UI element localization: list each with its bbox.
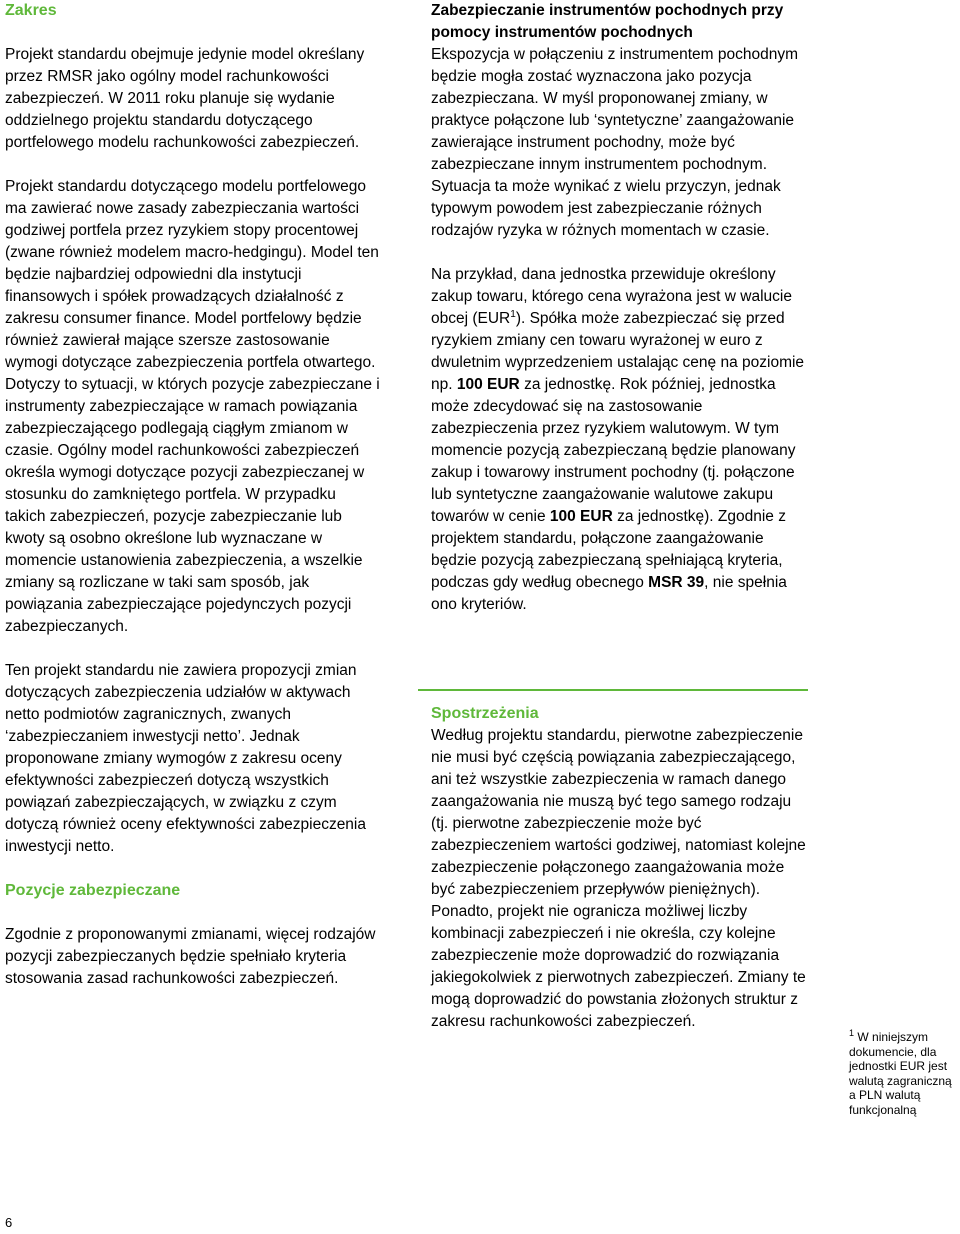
- insights-paragraph: Według projektu standardu, pierwotne zabezpieczenie nie musi być częścią powiązania zabezpieczającego, ani też wszystkie zabezpieczenia w ramach danego zaangażowania nie muszą być tego samego rodzaju (tj. pierwotne zabezpieczenie może być zabezpieczeniem wartości godziwej, natomiast kolejne zabezpieczenie połączonego zaangażowania może być zabezpieczeniem przepływów pieniężnych). Ponadto, projekt nie ogranicza możliwej liczby kombinacji zabezpieczeń i nie określa, czy kolejne zabezpieczenie może doprowadzić do rozwiązania jakiegokolwiek z pierwotnych zabezpieczeń. Zmiany te mogą doprowadzić do powstania złożonych struktur z zakresu rachunkowości zabezpieczeń.: [431, 727, 806, 1030]
- footnote-ref: 1: [510, 308, 516, 320]
- left-column: [5, 0, 380, 990]
- section-title-hedged-items: Pozycje zabezpieczane: [5, 882, 181, 899]
- paragraph-portfolio-model: Projekt standardu dotyczącego modelu portfelowego ma zawierać nowe zasady zabezpieczania wartości godziwej portfela przez ryzykiem stopy procentowej (zwane również modelem macro-hedgingu). Model ten będzie najbardziej odpowiedni dla instytucji finansowych i spółek prowadzących działalność z zakresu consumer finance. Model portfelowy będzie również zawierał mające szersze zastosowanie wymogi dotyczące zabezpieczenia portfela otwartego. Dotyczy to sytuacji, w których pozycje zabezpieczane i instrumenty zabezpieczające w ramach powiązania zabezpieczającego podlegają ciągłym zmianom w czasie. Ogólny model rachunkowości zabezpieczeń określa wymogi dotyczące pozycji zabezpieczanej w stosunku do zamkniętego portfela. W przypadku takich zabezpieczeń, pozycje zabezpieczanie lub kwoty są osobno określone lub wyznaczane w momencie ustanowienia zabezpieczenia, a wszelkie zmiany są rozliczane w taki sam sposób, jak powiązania zabezpieczające pojedynczych pozycji zabezpieczanych.: [5, 178, 380, 635]
- paragraph-scope-intro: Projekt standardu obejmuje jedynie model określany przez RMSR jako ogólny model rachunkowości zabezpieczeń. W 2011 roku planuje się wydanie oddzielnego projektu standardu dotyczącego portfelowego modelu rachunkowości zabezpieczeń.: [5, 46, 365, 151]
- example-bold-price-1: 100 EUR: [456, 376, 520, 393]
- section-title-derivatives: Zabezpieczanie instrumentów pochodnych przy pomocy instrumentów pochodnych: [431, 2, 784, 41]
- footnote: [849, 1030, 959, 1117]
- section-title-zakres: Zakres: [5, 2, 57, 19]
- paragraph-example: [431, 264, 806, 616]
- example-text-a: Na przykład, dana jednostka przewiduje określony zakup towaru, którego cena wyrażona jest w walucie obcej (EUR: [431, 266, 792, 327]
- paragraph-derivatives-exposure: Ekspozycja w połączeniu z instrumentem pochodnym będzie mogła zostać wyznaczona jako pozycja zabezpieczana. W myśl proponowanej zmiany, w praktyce połączone lub ‘syntetyczne’ zaangażowanie zawierające instrument pochodny, może być zabezpieczane innym instrumentem pochodnym. Sytuacja ta może wynikać z wielu przyczyn, jednak typowym powodem jest zabezpieczanie różnych rodzajów ryzyka w różnych momentach w czasie.: [431, 46, 799, 239]
- example-bold-standard: MSR 39: [648, 574, 705, 591]
- example-text-e: , nie spełnia ono kryteriów.: [431, 574, 787, 613]
- insights-title: Spostrzeżenia: [431, 705, 539, 722]
- example-text-b: ). Spółka może zabezpieczać się przed ryzykiem zmiany cen towaru wyrażonej w euro z dwuletnim wyprzedzeniem ustalając cenę na poziomie np.: [431, 310, 805, 393]
- insights-box: [418, 689, 808, 1033]
- example-text-c: za jednostkę. Rok później, jednostka może zdecydować się na zastosowanie zabezpieczenia przez ryzykiem walutowym. W tym momencie pozycją zabezpieczaną będzie planowany zakup i towarowy instrument pochodny (tj. połączone lub syntetyczne zaangażowanie walutowe zakupu towarów w cenie: [431, 376, 796, 525]
- paragraph-hedged-items: Zgodnie z proponowanymi zmianami, więcej rodzajów pozycji zabezpieczanych będzie spełniało kryteria stosowania zasad rachunkowości zabezpieczeń.: [5, 926, 376, 987]
- footnote-marker: 1: [849, 1028, 855, 1038]
- footnote-text: W niniejszym dokumencie, dla jednostki EUR jest walutą zagraniczną a PLN walutą funkcjonalną: [849, 1030, 952, 1117]
- example-text-d: za jednostkę). Zgodnie z projektem standardu, połączone zaangażowanie będzie pozycją zabezpieczaną spełniającą kryteria, podczas gdy według obecnego: [431, 508, 786, 591]
- paragraph-net-investment: Ten projekt standardu nie zawiera propozycji zmian dotyczących zabezpieczenia udziałów w aktywach netto podmiotów zagranicznych, zwanych ‘zabezpieczaniem inwestycji netto’. Jednak proponowane zmiany wymogów z zakresu oceny efektywności zabezpieczeń dotyczą wszystkich powiązań zabezpieczających, w związku z czym dotyczą również oceny efektywności zabezpieczenia inwestycji netto.: [5, 662, 366, 855]
- right-column: [431, 0, 806, 616]
- page-number: 6: [5, 1215, 13, 1230]
- example-bold-price-2: 100 EUR: [549, 508, 613, 525]
